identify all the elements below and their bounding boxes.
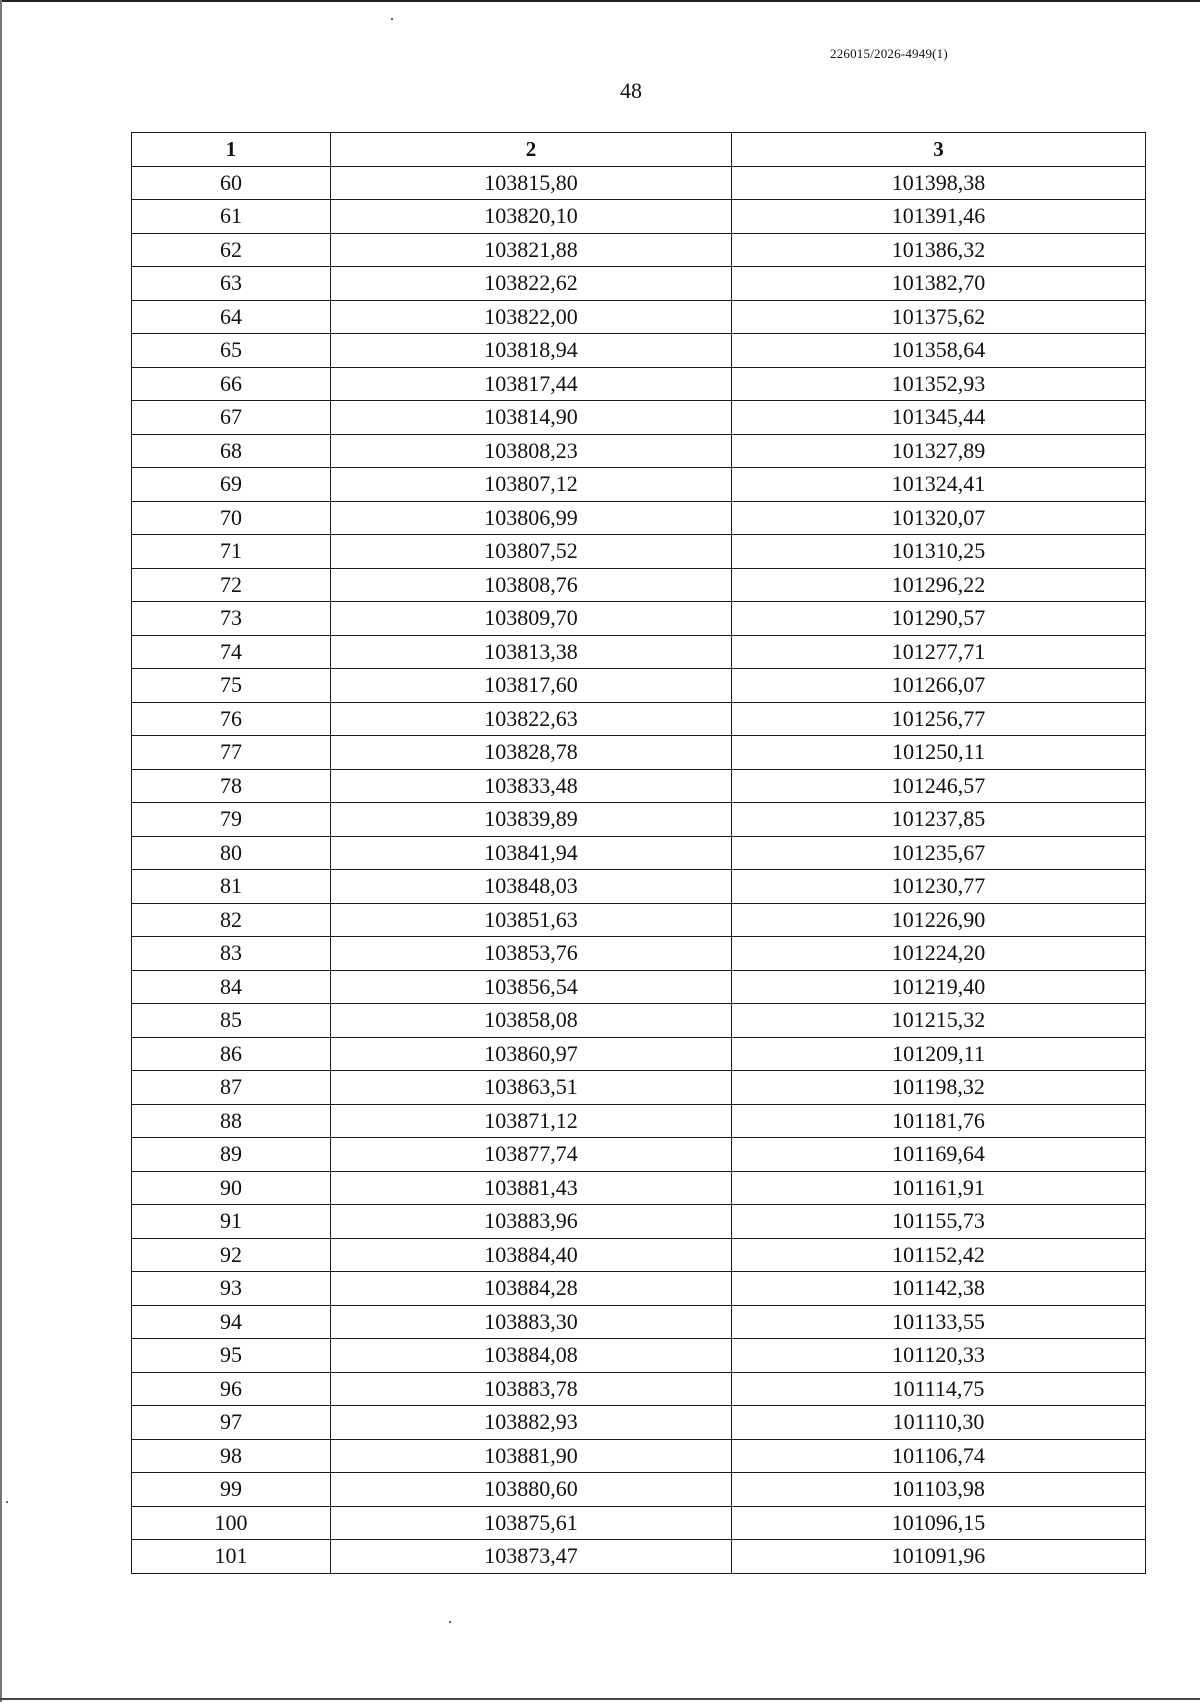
column-header-1: 1 xyxy=(132,133,331,167)
x-coordinate-cell: 103833,48 xyxy=(331,769,732,803)
scan-top-edge xyxy=(0,0,1200,2)
point-number-cell: 98 xyxy=(132,1439,331,1473)
table-row xyxy=(132,1406,1146,1440)
table-row xyxy=(132,1138,1146,1172)
x-coordinate-cell: 103806,99 xyxy=(331,501,732,535)
point-number-cell: 76 xyxy=(132,702,331,736)
table-row xyxy=(132,468,1146,502)
table-row xyxy=(132,769,1146,803)
point-number-cell: 81 xyxy=(132,870,331,904)
table-row xyxy=(132,166,1146,200)
point-number-cell: 89 xyxy=(132,1138,331,1172)
y-coordinate-cell: 101235,67 xyxy=(732,836,1146,870)
y-coordinate-cell: 101096,15 xyxy=(732,1506,1146,1540)
x-coordinate-cell: 103881,90 xyxy=(331,1439,732,1473)
y-coordinate-cell: 101224,20 xyxy=(732,937,1146,971)
x-coordinate-cell: 103882,93 xyxy=(331,1406,732,1440)
y-coordinate-cell: 101237,85 xyxy=(732,803,1146,837)
point-number-cell: 88 xyxy=(132,1104,331,1138)
scan-speck xyxy=(6,1501,8,1503)
x-coordinate-cell: 103848,03 xyxy=(331,870,732,904)
y-coordinate-cell: 101181,76 xyxy=(732,1104,1146,1138)
y-coordinate-cell: 101327,89 xyxy=(732,434,1146,468)
table-row xyxy=(132,1037,1146,1071)
table-row xyxy=(132,1473,1146,1507)
y-coordinate-cell: 101256,77 xyxy=(732,702,1146,736)
y-coordinate-cell: 101103,98 xyxy=(732,1473,1146,1507)
y-coordinate-cell: 101114,75 xyxy=(732,1372,1146,1406)
y-coordinate-cell: 101091,96 xyxy=(732,1540,1146,1574)
table-row xyxy=(132,501,1146,535)
scan-speck xyxy=(449,1621,451,1623)
point-number-cell: 80 xyxy=(132,836,331,870)
point-number-cell: 85 xyxy=(132,1004,331,1038)
table-row xyxy=(132,903,1146,937)
table-row xyxy=(132,233,1146,267)
x-coordinate-cell: 103858,08 xyxy=(331,1004,732,1038)
table-row xyxy=(132,434,1146,468)
y-coordinate-cell: 101391,46 xyxy=(732,200,1146,234)
x-coordinate-cell: 103884,08 xyxy=(331,1339,732,1373)
x-coordinate-cell: 103822,63 xyxy=(331,702,732,736)
point-number-cell: 75 xyxy=(132,669,331,703)
point-number-cell: 100 xyxy=(132,1506,331,1540)
y-coordinate-cell: 101310,25 xyxy=(732,535,1146,569)
y-coordinate-cell: 101110,30 xyxy=(732,1406,1146,1440)
y-coordinate-cell: 101219,40 xyxy=(732,970,1146,1004)
y-coordinate-cell: 101352,93 xyxy=(732,367,1146,401)
point-number-cell: 70 xyxy=(132,501,331,535)
point-number-cell: 94 xyxy=(132,1305,331,1339)
table-row xyxy=(132,937,1146,971)
table-row xyxy=(132,367,1146,401)
table-row xyxy=(132,200,1146,234)
x-coordinate-cell: 103820,10 xyxy=(331,200,732,234)
x-coordinate-cell: 103841,94 xyxy=(331,836,732,870)
table-row xyxy=(132,568,1146,602)
x-coordinate-cell: 103809,70 xyxy=(331,602,732,636)
table-row xyxy=(132,1071,1146,1105)
x-coordinate-cell: 103839,89 xyxy=(331,803,732,837)
y-coordinate-cell: 101250,11 xyxy=(732,736,1146,770)
x-coordinate-cell: 103875,61 xyxy=(331,1506,732,1540)
y-coordinate-cell: 101320,07 xyxy=(732,501,1146,535)
x-coordinate-cell: 103883,96 xyxy=(331,1205,732,1239)
point-number-cell: 79 xyxy=(132,803,331,837)
point-number-cell: 69 xyxy=(132,468,331,502)
y-coordinate-cell: 101290,57 xyxy=(732,602,1146,636)
x-coordinate-cell: 103808,23 xyxy=(331,434,732,468)
point-number-cell: 97 xyxy=(132,1406,331,1440)
table-row xyxy=(132,401,1146,435)
y-coordinate-cell: 101266,07 xyxy=(732,669,1146,703)
point-number-cell: 93 xyxy=(132,1272,331,1306)
y-coordinate-cell: 101155,73 xyxy=(732,1205,1146,1239)
x-coordinate-cell: 103813,38 xyxy=(331,635,732,669)
table-row xyxy=(132,1238,1146,1272)
point-number-cell: 72 xyxy=(132,568,331,602)
y-coordinate-cell: 101209,11 xyxy=(732,1037,1146,1071)
table-row xyxy=(132,736,1146,770)
point-number-cell: 92 xyxy=(132,1238,331,1272)
x-coordinate-cell: 103807,52 xyxy=(331,535,732,569)
point-number-cell: 67 xyxy=(132,401,331,435)
y-coordinate-cell: 101169,64 xyxy=(732,1138,1146,1172)
table-body xyxy=(132,166,1146,1573)
table-row xyxy=(132,1540,1146,1574)
x-coordinate-cell: 103828,78 xyxy=(331,736,732,770)
table-row xyxy=(132,1305,1146,1339)
y-coordinate-cell: 101296,22 xyxy=(732,568,1146,602)
x-coordinate-cell: 103863,51 xyxy=(331,1071,732,1105)
point-number-cell: 82 xyxy=(132,903,331,937)
table-row xyxy=(132,1439,1146,1473)
column-header-2: 2 xyxy=(331,133,732,167)
scan-speck xyxy=(391,18,393,20)
x-coordinate-cell: 103883,30 xyxy=(331,1305,732,1339)
x-coordinate-cell: 103808,76 xyxy=(331,568,732,602)
point-number-cell: 87 xyxy=(132,1071,331,1105)
table-row xyxy=(132,1171,1146,1205)
y-coordinate-cell: 101198,32 xyxy=(732,1071,1146,1105)
page-number: 48 xyxy=(620,78,642,103)
x-coordinate-cell: 103871,12 xyxy=(331,1104,732,1138)
table-row xyxy=(132,970,1146,1004)
coordinates-table xyxy=(131,132,1146,1574)
table-row xyxy=(132,1506,1146,1540)
point-number-cell: 86 xyxy=(132,1037,331,1071)
y-coordinate-cell: 101324,41 xyxy=(732,468,1146,502)
point-number-cell: 68 xyxy=(132,434,331,468)
x-coordinate-cell: 103817,44 xyxy=(331,367,732,401)
table-row xyxy=(132,1339,1146,1373)
x-coordinate-cell: 103856,54 xyxy=(331,970,732,1004)
y-coordinate-cell: 101230,77 xyxy=(732,870,1146,904)
y-coordinate-cell: 101106,74 xyxy=(732,1439,1146,1473)
table-row xyxy=(132,535,1146,569)
point-number-cell: 90 xyxy=(132,1171,331,1205)
x-coordinate-cell: 103853,76 xyxy=(331,937,732,971)
point-number-cell: 99 xyxy=(132,1473,331,1507)
point-number-cell: 61 xyxy=(132,200,331,234)
table-row xyxy=(132,702,1146,736)
point-number-cell: 63 xyxy=(132,267,331,301)
scan-left-edge xyxy=(0,0,2,1702)
point-number-cell: 96 xyxy=(132,1372,331,1406)
y-coordinate-cell: 101375,62 xyxy=(732,300,1146,334)
point-number-cell: 83 xyxy=(132,937,331,971)
y-coordinate-cell: 101215,32 xyxy=(732,1004,1146,1038)
point-number-cell: 74 xyxy=(132,635,331,669)
x-coordinate-cell: 103877,74 xyxy=(331,1138,732,1172)
y-coordinate-cell: 101152,42 xyxy=(732,1238,1146,1272)
table-row xyxy=(132,1205,1146,1239)
x-coordinate-cell: 103880,60 xyxy=(331,1473,732,1507)
y-coordinate-cell: 101358,64 xyxy=(732,334,1146,368)
table-row xyxy=(132,1004,1146,1038)
table-row xyxy=(132,635,1146,669)
x-coordinate-cell: 103860,97 xyxy=(331,1037,732,1071)
point-number-cell: 77 xyxy=(132,736,331,770)
x-coordinate-cell: 103815,80 xyxy=(331,166,732,200)
point-number-cell: 73 xyxy=(132,602,331,636)
table-header-row xyxy=(132,133,1146,167)
x-coordinate-cell: 103851,63 xyxy=(331,903,732,937)
table-row xyxy=(132,300,1146,334)
point-number-cell: 71 xyxy=(132,535,331,569)
table-row xyxy=(132,836,1146,870)
x-coordinate-cell: 103822,62 xyxy=(331,267,732,301)
table-row xyxy=(132,602,1146,636)
document-number: 226015/2026-4949(1) xyxy=(830,46,948,61)
table-row xyxy=(132,870,1146,904)
point-number-cell: 101 xyxy=(132,1540,331,1574)
table-row xyxy=(132,267,1146,301)
point-number-cell: 66 xyxy=(132,367,331,401)
y-coordinate-cell: 101161,91 xyxy=(732,1171,1146,1205)
point-number-cell: 64 xyxy=(132,300,331,334)
x-coordinate-cell: 103817,60 xyxy=(331,669,732,703)
x-coordinate-cell: 103822,00 xyxy=(331,300,732,334)
point-number-cell: 84 xyxy=(132,970,331,1004)
x-coordinate-cell: 103881,43 xyxy=(331,1171,732,1205)
y-coordinate-cell: 101382,70 xyxy=(732,267,1146,301)
table-row xyxy=(132,1104,1146,1138)
x-coordinate-cell: 103883,78 xyxy=(331,1372,732,1406)
x-coordinate-cell: 103818,94 xyxy=(331,334,732,368)
table-row xyxy=(132,803,1146,837)
x-coordinate-cell: 103821,88 xyxy=(331,233,732,267)
point-number-cell: 95 xyxy=(132,1339,331,1373)
column-header-3: 3 xyxy=(732,133,1146,167)
table-row xyxy=(132,1272,1146,1306)
x-coordinate-cell: 103884,40 xyxy=(331,1238,732,1272)
y-coordinate-cell: 101386,32 xyxy=(732,233,1146,267)
x-coordinate-cell: 103873,47 xyxy=(331,1540,732,1574)
y-coordinate-cell: 101133,55 xyxy=(732,1305,1146,1339)
point-number-cell: 65 xyxy=(132,334,331,368)
point-number-cell: 62 xyxy=(132,233,331,267)
y-coordinate-cell: 101345,44 xyxy=(732,401,1146,435)
y-coordinate-cell: 101246,57 xyxy=(732,769,1146,803)
point-number-cell: 91 xyxy=(132,1205,331,1239)
y-coordinate-cell: 101120,33 xyxy=(732,1339,1146,1373)
table-row xyxy=(132,1372,1146,1406)
x-coordinate-cell: 103884,28 xyxy=(331,1272,732,1306)
table-row xyxy=(132,669,1146,703)
scan-bottom-edge xyxy=(0,1698,1200,1700)
y-coordinate-cell: 101277,71 xyxy=(732,635,1146,669)
point-number-cell: 78 xyxy=(132,769,331,803)
y-coordinate-cell: 101226,90 xyxy=(732,903,1146,937)
y-coordinate-cell: 101398,38 xyxy=(732,166,1146,200)
x-coordinate-cell: 103807,12 xyxy=(331,468,732,502)
x-coordinate-cell: 103814,90 xyxy=(331,401,732,435)
table-row xyxy=(132,334,1146,368)
y-coordinate-cell: 101142,38 xyxy=(732,1272,1146,1306)
point-number-cell: 60 xyxy=(132,166,331,200)
